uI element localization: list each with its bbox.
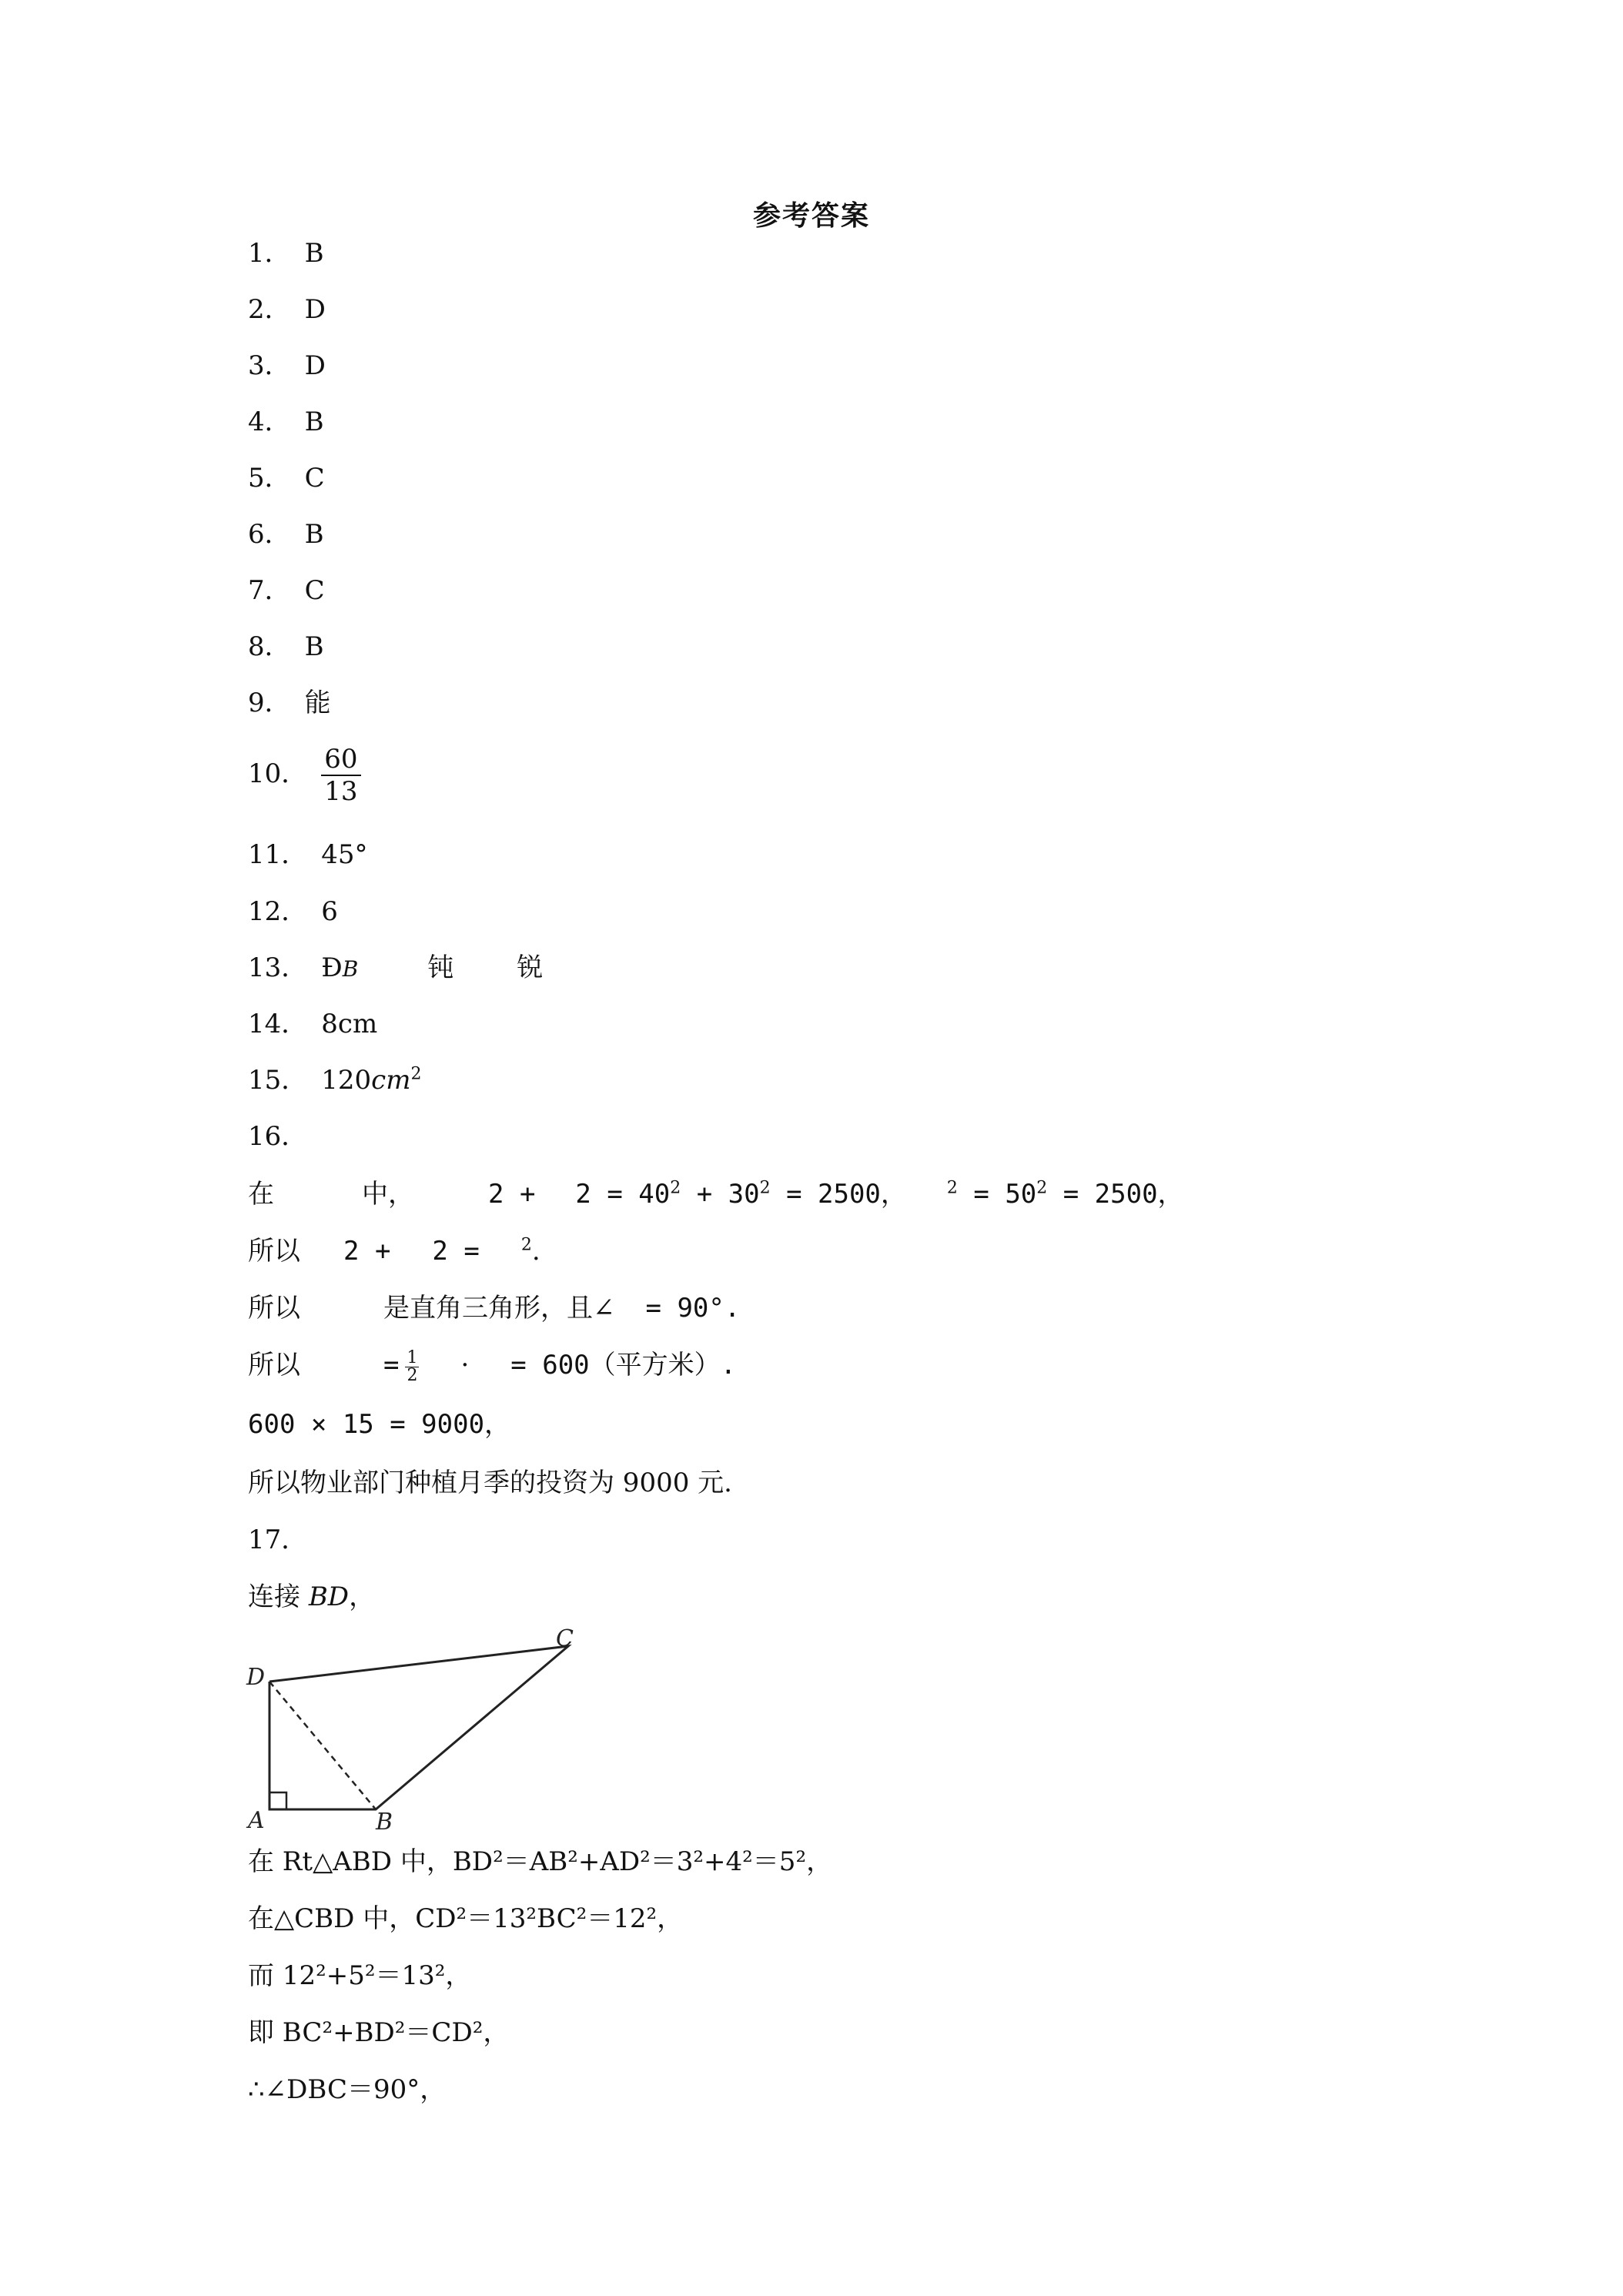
label-d: D bbox=[246, 1664, 266, 1691]
fraction: $\frac{60}{13}$ bbox=[321, 744, 360, 807]
answer-13: 13． ĐB 钝 锐 bbox=[248, 952, 544, 983]
quadrilateral-figure bbox=[245, 1625, 584, 1832]
answer-16-line-1: 在 中， $2 + 2 = 40^2 + 30^2 = 2500$， $^2 = 50^2 = 2500$， bbox=[248, 1178, 1184, 1210]
label-b: B bbox=[376, 1809, 393, 1832]
answer-17-line-5: 即 BC²+BD²＝CD²， bbox=[248, 2017, 510, 2048]
answer-1: 1． B bbox=[248, 238, 324, 269]
half-fraction: $\frac{1}{2}$ bbox=[407, 1347, 418, 1385]
answer-16-line-4: 所以 = $\frac{1}{2}$ · = 600（平方米）. bbox=[248, 1347, 737, 1385]
answer-17-line-2: 在 Rt△ABD 中，BD²＝AB²+AD²＝3²+4²＝5²， bbox=[248, 1846, 833, 1877]
answer-16-line-5: 600 × 15 = 9000， bbox=[248, 1409, 511, 1440]
answer-16-line-6: 所以物业部门种植月季的投资为 9000 元. bbox=[248, 1468, 732, 1498]
answer-17-line-4: 而 12²+5²＝13²， bbox=[248, 1960, 472, 1991]
answer-17-line-1: 连接 BD， bbox=[248, 1581, 376, 1612]
label-a: A bbox=[248, 1807, 265, 1832]
figure-outline bbox=[269, 1646, 568, 1809]
diagonal-bd bbox=[269, 1682, 376, 1809]
right-angle-mark bbox=[269, 1792, 286, 1809]
answer-16-line-3: 所以 是直角三角形，且∠ = 90°. bbox=[248, 1293, 741, 1324]
answer-7: 7． C bbox=[248, 575, 325, 606]
answer-11: 11． 45° bbox=[248, 839, 368, 870]
answer-15: 15． $120cm^2$ bbox=[248, 1064, 422, 1096]
answer-2: 2． D bbox=[248, 294, 326, 325]
answer-17-line-6: ∴∠DBC＝90°， bbox=[248, 2074, 447, 2105]
answer-17-line-3: 在△CBD 中，CD²＝13²BC²＝12²， bbox=[248, 1903, 684, 1934]
answer-16-line-2: 所以 2 + 2 = $^2$. bbox=[248, 1235, 540, 1267]
answer-17-number: 17． bbox=[248, 1525, 308, 1555]
answer-12: 12． 6 bbox=[248, 896, 338, 927]
page-title: 参考答案 bbox=[752, 199, 870, 232]
answer-14: 14． 8cm bbox=[248, 1009, 378, 1039]
answer-4: 4． B bbox=[248, 407, 324, 437]
answer-16-number: 16． bbox=[248, 1121, 308, 1152]
answer-5: 5． C bbox=[248, 463, 325, 494]
label-c: C bbox=[556, 1625, 574, 1652]
answer-3: 3． D bbox=[248, 350, 326, 381]
answer-8: 8． B bbox=[248, 631, 324, 662]
answer-9: 9． 能 bbox=[248, 688, 331, 718]
answer-10: 10． $\frac{60}{13}$ bbox=[248, 744, 361, 807]
answer-6: 6． B bbox=[248, 519, 324, 550]
